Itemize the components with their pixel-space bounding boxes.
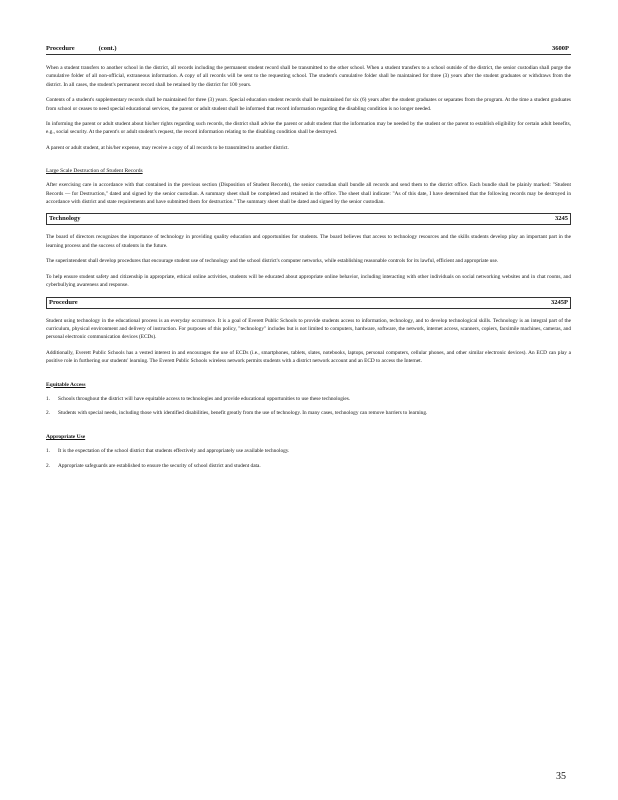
header-code: 3245 — [555, 215, 568, 223]
list-item: 2. Appropriate safeguards are established to ensure the security of school district and student data. — [46, 462, 261, 469]
list-item: 2. Students with special needs, including those with identified disabilities, benefit greatly from the use of technology. In many cases, technology can remove barriers to learning. — [46, 409, 428, 416]
header-label: Procedure — [46, 45, 75, 52]
paragraph-safety: To help ensure student safety and citizenship in appropriate, ethical online activities, students will be educated about appropriate online behavior, including interacting with other individuals on social networking websites and in chat rooms, and cyberbullying awareness and response. — [46, 273, 571, 289]
paragraph-ecd: Additionally, Everett Public Schools has a vested interest in and encourages the use of ECDs (i.e., smartphones, tablets, slates, notebooks, laptops, personal computers, cellular phones, and other similar electronic devices). An ECD can play a positive role in furthering our students' learning. The Everett Public Schools wireless network permits students with a district network account and an ECD to access the Internet. — [46, 349, 571, 365]
header-label: Technology — [49, 215, 81, 223]
list-item: 1. Schools throughout the district will have equitable access to technologies and provide educational opportunities to use these technologies. — [46, 395, 351, 402]
subheading-destruction: Large Scale Destruction of Student Records — [46, 168, 143, 175]
header-label: Procedure — [49, 298, 78, 306]
section-header-procedure — [46, 297, 571, 309]
list-appropriate-use — [46, 447, 571, 470]
subheading-appropriate-use: Appropriate Use — [46, 434, 86, 441]
header-code: 3245P — [551, 298, 568, 306]
header-continued: (cont.) — [98, 45, 117, 52]
section-header-procedure-cont — [46, 44, 571, 55]
paragraph-informing: In informing the parent or adult student about his/her rights regarding such records, the district shall advise the parent or adult student that the information may be needed by the student or the parent to establish eligibility for certain adult benefits, e.g., social security. At the parent's or adult student's request, the record information relating to the disabling condition shall be destroyed. — [46, 121, 571, 136]
paragraph-superintendent: The superintendent shall develop procedures that encourage student use of technology and the school district's computer networks, while establishing reasonable controls for its lawful, efficient and appropriate use. — [46, 258, 499, 265]
paragraph-supplementary: Contents of a student's supplementary records shall be maintained for three (3) years. Special education student records shall be maintained for six (6) years after the student graduates or separates from the program. At the time a student graduates from school or ceases to need special educational services, the parent or adult student shall be informed that record information regarding the disabling condition is no longer needed. — [46, 97, 571, 112]
list-equitable-access — [46, 395, 571, 418]
header-code: 3600P — [552, 45, 569, 52]
paragraph-transfer: When a student transfers to another school in the district, all records including the permanent student record shall be transmitted to the other school. When a student transfers to a school outside of the district, the senior custodian shall purge the cumulative folder of all non-official, extraneous information. A copy of all records will be sent to the requesting school. The student's cumulative folder shall be maintained for three (3) years after the student graduates or withdraws from the district. In all cases, the student's permanent record shall be retained by the district for 100 years. — [46, 65, 571, 88]
document-page — [46, 44, 571, 478]
subheading-equitable-access: Equitable Access — [46, 381, 86, 388]
paragraph-technology-goal: Student using technology in the educational process is an everyday occurrence. It is a goal of Everett Public Schools to provide students access to information, technology, and to develop technological skills. Technology is an integral part of the curriculum, physical environment and delivery of instruction. For purposes of this policy, "technology" includes but is not limited to computers, hardware, software, the network, internet access, scanners, copiers, facsimile machines, cameras, and personal electronic communication devices (ECDs). — [46, 317, 571, 341]
paragraph-destruction: After exercising care in accordance with that contained in the previous section (Disposition of Student Records), the senior custodian shall bundle all records and send them to the district office. Each bundle shall be plainly marked: "Student Records — for Destruction," dated and signed by the senior custodian. A summary sheet shall be completed and retained in the office. The sheet shall indicate: "As of this date, I have determined that the following records may be destroyed in accordance with district and state requirements and have submitted them for destruction." The summary sheet shall be dated and signed by the senior custodian. — [46, 182, 571, 206]
section-header-technology — [46, 213, 571, 225]
list-item: 1. It is the expectation of the school district that students effectively and appropriately use available technology. — [46, 448, 290, 455]
paragraph-copy: A parent or adult student, at his/her expense, may receive a copy of all records to be transmitted to another district. — [46, 144, 289, 151]
page-number: 35 — [556, 771, 566, 782]
paragraph-board: The board of directors recognizes the importance of technology in providing quality education and opportunities for students. The board believes that access to technology resources and the skills students develop play an important part in the learning process and the success of students in the future. — [46, 234, 571, 249]
